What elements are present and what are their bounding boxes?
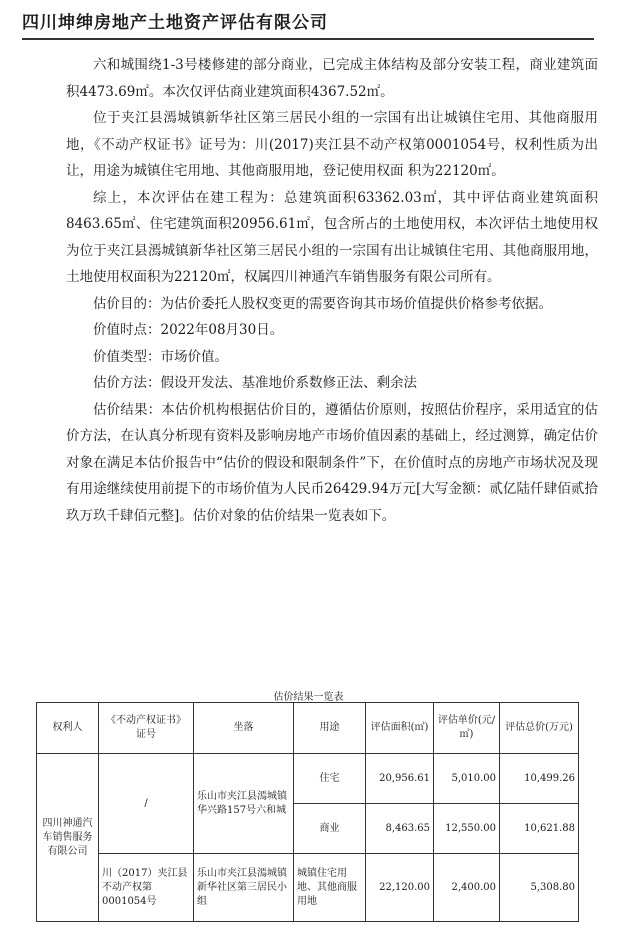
report-body <box>66 52 598 529</box>
valuation-result-table <box>36 702 579 922</box>
table-row <box>37 754 579 804</box>
paragraph-value-date: 价值时点：2022年08月30日。 <box>93 322 284 338</box>
area-cell: 22,120.00 <box>366 854 434 922</box>
table-header-row <box>37 703 579 754</box>
use-cell: 城镇住宅用地、其他商服用地 <box>294 854 366 922</box>
paragraph-land: 位于夹江县漹城镇新华社区第三居民小组的一宗国有出让城镇住宅用、其他商服用地，《不动产权证书》证号为：川(2017)夹江县不动产权第0001054号，权利性质为出让，用途为城镇住宅用地、其他商服用地，登记使用权面 积为22120㎡。 <box>66 110 598 179</box>
cert-cell: 川（2017）夹江县不动产权第0001054号 <box>99 854 194 922</box>
owner-cell: 四川神通汽车销售服务有限公司 <box>37 754 99 922</box>
use-cell: 商业 <box>294 804 366 854</box>
header-location: 坐落 <box>194 703 294 754</box>
header-total: 评估总价(万元) <box>500 703 579 754</box>
area-cell: 8,463.65 <box>366 804 434 854</box>
header-area: 评估面积(㎡) <box>366 703 434 754</box>
table-row <box>37 854 579 922</box>
paragraph-method: 估价方法：假设开发法、基准地价系数修正法、剩余法 <box>93 375 417 391</box>
area-cell: 20,956.61 <box>366 754 434 804</box>
total-cell: 10,499.26 <box>500 754 579 804</box>
paragraph-purpose: 估价目的：为估价委托人股权变更的需要咨询其市场价值提供价格参考依据。 <box>93 295 552 312</box>
header-cert: 《不动产权证书》证号 <box>99 703 194 754</box>
location-cell: 乐山市夹江县漹城镇华兴路157号六和城 <box>194 754 294 854</box>
use-cell: 住宅 <box>294 754 366 804</box>
paragraph-result: 估价结果：本估价机构根据估价目的，遵循估价原则，按照估价程序，采用适宜的估价方法，在认真分析现有资料及影响房地产市场价值因素的基础上，经过测算，确定估价对象在满足本估价报告中“估价的假设和限制条件”下，在价值时点的房地产市场状况及现有用途继续使用前提下的市场价值为人民币26429.94万元[大写金额：贰亿陆仟肆佰贰拾玖万玖千肆佰元整]。估价对象的估价结果一览表如下。 <box>66 401 598 524</box>
unit-price-cell: 5,010.00 <box>434 754 500 804</box>
header-owner: 权利人 <box>37 703 99 754</box>
cert-cell: / <box>99 754 194 854</box>
total-cell: 5,308.80 <box>500 854 579 922</box>
unit-price-cell: 2,400.00 <box>434 854 500 922</box>
location-cell: 乐山市夹江县漹城镇新华社区第三居民小组 <box>194 854 294 922</box>
paragraph-value-type: 价值类型：市场价值。 <box>93 348 228 365</box>
unit-price-cell: 12,550.00 <box>434 804 500 854</box>
header-use: 用途 <box>294 703 366 754</box>
header-unit-price: 评估单价(元/㎡) <box>434 703 500 754</box>
table-title: 估价结果一览表 <box>273 692 344 703</box>
paragraph-commercial: 六和城围绕1-3号楼修建的部分商业，已完成主体结构及部分安装工程，商业建筑面积4473.69㎡。本次仅评估商业建筑面积4367.52㎡。 <box>66 57 598 100</box>
total-cell: 10,621.88 <box>500 804 579 854</box>
paragraph-summary: 综上，本次评估在建工程为：总建筑面积63362.03㎡，其中评估商业建筑面积8463.65㎡、住宅建筑面积20956.61㎡，包含所占的土地使用权，本次评估土地使用权为位于夹江县漹城镇新华社区第三居民小组的一宗国有出让城镇住宅用、其他商服用地，土地使用权面积为22120㎡，权属四川神通汽车销售服务有限公司所有。 <box>66 189 598 285</box>
company-header: 四川坤绅房地产土地资产评估有限公司 <box>22 8 594 40</box>
